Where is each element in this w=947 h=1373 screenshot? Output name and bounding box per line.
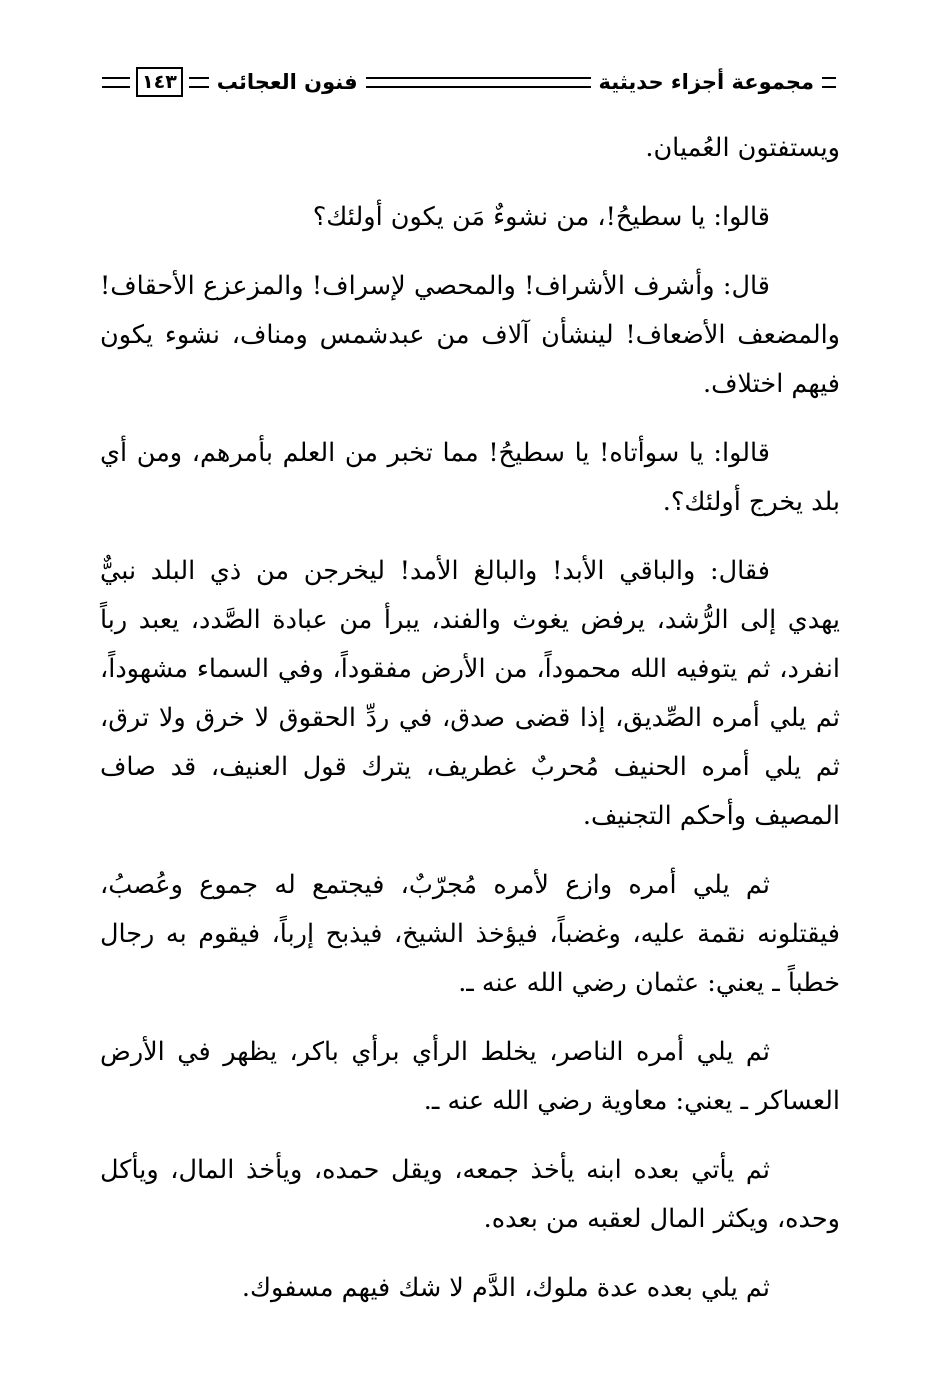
header-rule: [822, 77, 836, 88]
paragraph: ويستفتون العُميان.: [645, 133, 840, 163]
header-rule: [189, 77, 209, 88]
running-header: [96, 64, 842, 100]
page-body: [100, 124, 840, 1333]
paragraph: ثم يلي بعده عدة ملوك، الدَّم لا شك فيهم مسفوك.: [241, 1273, 770, 1303]
paragraph: قال: وأشرف الأشراف! والمحصي لإسراف! والمزعزع الأحقاف! والمضعف الأضعاف! لينشأن آلاف من عبدشمس ومناف، نشوء يكون فيهم اختلاف.: [100, 271, 840, 399]
section-title: فنون العجائب: [216, 70, 358, 94]
paragraph: ثم يلي أمره وازع لأمره مُجرّبٌ، فيجتمع له جموع وعُصبُ، فيقتلونه نقمة عليه، وغضباً، فيؤخذ الشيخ، فيذبح إرباً، فيقوم به رجال خطباً ـ يعني: عثمان رضي الله عنه ـ.: [100, 870, 840, 998]
header-rule: [102, 77, 130, 88]
paragraph: قالوا: يا سطيحُ!، من نشوءٌ مَن يكون أولئك؟: [312, 202, 770, 232]
paragraph: فقال: والباقي الأبد! والبالغ الأمد! ليخرجن من ذي البلد نبيٌّ يهدي إلى الرُّشد، يرفض يغوث والفند، يبرأ من عبادة الصَّدد، يعبد رباً انفرد، ثم يتوفيه الله محموداً، من الأرض مفقوداً، وفي السماء مشهوداً، ثم يلي أمره الصِّديق، إذا قضى صدق، في ردِّ الحقوق لا خرق ولا ترق، ثم يلي أمره الحنيف مُحربٌ غطريف، يترك قول العنيف، قد صاف المصيف وأحكم التجنيف.: [100, 556, 840, 831]
paragraph: ثم يلي أمره الناصر، يخلط الرأي برأي باكر، يظهر في الأرض العساكر ـ يعني: معاوية رضي الله عنه ـ.: [100, 1037, 840, 1116]
paragraph: قالوا: يا سوأتاه! يا سطيحُ! مما تخبر من العلم بأمرهم، ومن أي بلد يخرج أولئك؟.: [100, 438, 840, 517]
book-title: مجموعة أجزاء حديثية: [598, 70, 814, 94]
header-rule: [366, 77, 591, 88]
page-number: ١٤٣: [136, 67, 183, 97]
paragraph: ثم يأتي بعده ابنه يأخذ جمعه، ويقل حمده، ويأخذ المال، ويأكل وحده، ويكثر المال لعقبه من بعده.: [100, 1155, 840, 1234]
